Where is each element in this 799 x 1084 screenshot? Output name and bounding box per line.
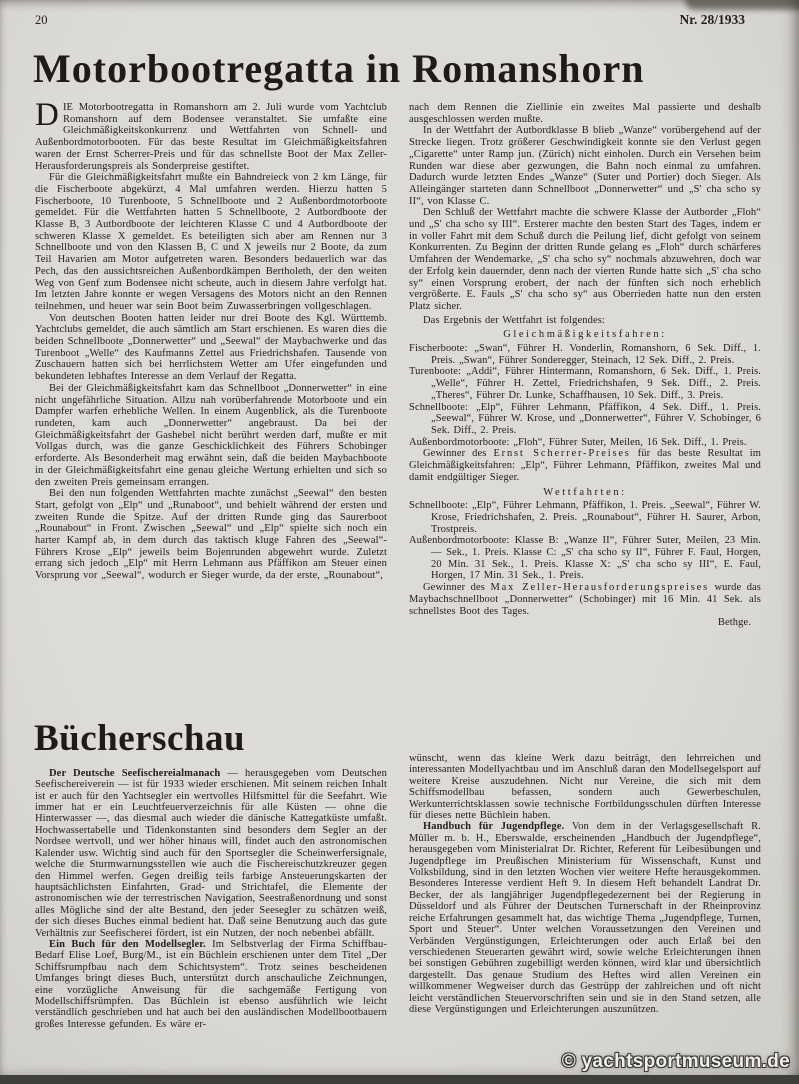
article-title: Motorbootregatta in Romanshorn — [33, 46, 645, 91]
article-columns — [35, 102, 761, 708]
issue-number: Nr. 28/1933 — [679, 12, 745, 27]
prize-name-spaced: Ernst Scherrer-Preises — [493, 448, 631, 460]
paragraph: Den Schluß der Wettfahrt machte die schwere Klasse der Autborder „Floh“ und „S' cha scho sy III“. Ersterer machte den besten Start des Tages, indem er in voller Fahrt mit dem Schuß durch die Peilung lief, dicht gefolgt von seinem Konkurrenten. Zu Beginn der dritten Runde gelang es „Floh“ durch schärferes Umfahren der Wendemarke, „S' cha scho sy“ nochmals abzuwehren, doch war der Erfolg kein dauernder, denn nach der vierten Runde hatte sich „S' cha scho sy“ einen Vorsprung erobert, der nach der fünften sich noch erheblich vergrößerte. E. Fauls „S' cha scho sy“ aus Oberrieden hatte nun den ersten Platz sicher. — [409, 207, 761, 312]
scan-bottom-edge — [0, 1075, 799, 1084]
result-item: Fischerboote: „Swan“, Führer H. Vonderlin, Romanshorn, 6 Sek. Diff., 1. Preis. „Swan“, Führer Sonderegger, Steinach, 12 Sek. Diff., 2. Preis. — [409, 343, 761, 366]
paragraph: Bei den nun folgenden Wettfahrten machte zunächst „Seewal“ den besten Start, gefolgt von „Elp“ und „Runaboot“, und behielt während der ersten und zweiten Runde die Spitze. Auf der dritten Runde ging das Saurerboot „Rounabout“ in Front. Zwischen „Seewal“ und „Elp“ spielte sich noch ein harter Kampf ab, in dem durch das taktisch kluge Fahren des „Seewal“-Führers Krose „Elp“ jeweils beim Bojenrunden abgewehrt wurde. Zuletzt errang sich jedoch „Elp“ mit Herrn Lehmann aus Pfäffikon am Steuer einen Vorsprung vor „Seewal“, wodurch er Sieger wurde, da der erste, „Rounabout“, — [35, 488, 387, 582]
paragraph — [409, 582, 761, 617]
article-column-left — [35, 102, 387, 708]
section-title: Bücherschau — [34, 718, 246, 759]
paragraph-text: Im Selbstverlag der Firma Schiffbau-Bedarf Elise Loef, Burg/M., ist ein Büchlein erschienen unter dem Titel „Der Schiffsrumpfbau nach dem Schichtsystem“. Trotz seines bescheidenen Umfanges bringt dieses Buch, unterstützt durch anschauliche Zeichnungen, eine vorzügliche Anweisung für die sachgemäße Fertigung von Modellschiffsrümpfen. Das Büchlein ist ebenso ausführlich wie leicht verständlich geschrieben und hat auch bei den ausländischen Modellbootbauern großes Interesse gefunden. Es wäre er- — [35, 938, 388, 1030]
paragraph: Von deutschen Booten hatten leider nur drei Boote des Kgl. Württemb. Yachtclubs gemeldet, die auch sämtlich am Start erschienen. Es waren dies die beiden Schnellboote „Donnerwetter“ und „Seewal“ der Maybachwerke und das Turenboot „Welle“ des Kaufmanns Zettel aus Friedrichshafen. Tausende von Zuschauern hatten sich bei herrlichstem Wetter am Ufer eingefunden und bekundeten lebhaftes Interesse an dem Verlauf der Regatta. — [35, 312, 387, 383]
buecherschau-column-left — [35, 720, 387, 1030]
prize-name-spaced: Max Zeller-Herausforderungspreises — [490, 582, 710, 594]
paragraph: nach dem Rennen die Ziellinie ein zweites Mal passierte und deshalb ausgeschlossen werden mußte. — [409, 102, 761, 125]
page-number: 20 — [35, 13, 48, 27]
drop-cap: D — [35, 102, 59, 133]
result-item: Außenbordmotorboote: Klasse B: „Wanze II“, Führer Suter, Meilen, 23 Min. — Sek., 1. Preis. Klasse C: „S' cha scho sy II“, Führer F. Faul, Horgen, 20 Min. 31 Sek., 1. Preis. Klasse X: „S' cha scho sy III“, E. Faul, Horgen, 17 Min. 31 Sek., 1. Preis. — [409, 535, 761, 582]
paragraph-text: Gewinner des — [423, 448, 494, 460]
book-review — [35, 939, 387, 1030]
buecherschau-section — [35, 720, 761, 1030]
paragraph: Das Ergebnis der Wettfahrt ist folgendes: — [423, 314, 605, 326]
paragraph: In der Wettfahrt der Autbordklasse B blieb „Wanze“ vorübergehend auf der Strecke liegen. Trotz größerer Geschwindigkeit konnte sie den Verlust gegen „Cigarette“ unter Ramp jun. (Zürich) nicht einholen. Durch ein Versehen beim Runden war diese aber gezwungen, die Bahn noch einmal zu umfahren. Dadurch wurde letzten Endes „Wanze“ (Suter und Portier) doch Sieger. Als Alleingänger starteten dann Schnellboot „Donnerwetter“ und „S' cha scho sy II“, von Klasse C. — [409, 125, 761, 207]
scan-corner-artifact — [685, 0, 799, 10]
results-heading-gleichmaessigkeitsfahren: Gleichmäßigkeitsfahren: — [503, 329, 667, 341]
paragraph-text: IE Motorbootregatta in Romanshorn am 2. Juli wurde vom Yachtclub Romanshorn auf dem Bodensee veranstaltet. Sie umfaßte eine Gleichmäßigkeitskonkurrenz und Wettfahrten von Schnell- und Außenbordmotorbooten. Für das beste Resultat im Gleichmäßigkeitsfahren waren der Ernst Scherrer-Preis und für das schnellste Boot der Max Zeller-Herausforderungspreis als Sonderpreise gestiftet. — [35, 102, 387, 172]
results-heading-wettfahrten: Wettfahrten: — [543, 486, 627, 498]
book-title-lead: Handbuch für Jugendpflege. — [423, 821, 565, 833]
paragraph: Bei der Gleichmäßigkeitsfahrt kam das Schnellboot „Donnerwetter“ in eine nicht ungefährliche Situation. Allzu nah vorüberfahrende Motorboote und ein Dampfer warfen erhebliche Wellen. In einem Augenblick, als die Turenboote rundeten, kam auch „Donnerwetter“ angebraust. Da bei der Gleichmäßigkeitsfahrt der Gashebel nicht berührt werden darf, mußte er mit Vollgas durch, was die ganze Geschicklichkeit des Führers Schobinger erforderte. Als Besonderheit mag erwähnt sein, daß die beiden Maybachboote in der Gleichmäßigkeitsfahrt eine genau gleiche Wertung erhielten und sich so den zweiten Preis gemeinsam errangen. — [35, 382, 387, 488]
byline: Bethge. — [717, 617, 751, 629]
book-title-lead: Der Deutsche Seefischereialmanach — [49, 767, 221, 779]
article-column-right — [409, 102, 761, 708]
paragraph — [35, 102, 387, 172]
paragraph-text: Von dem in der Verlagsgesellschaft R. Müller m. b. H., Eberswalde, erscheinenden „Handbuch der Jugendpflege“, herausgegeben vom Ministerialrat Dr. Richter, Referent für Leibesübungen und Jugendpflege im Preußischen Ministerium für Wissenschaft, Kunst und Volksbildung, sind in den letzten Wochen vier weitere Hefte herausgekommen. Besonderes Interesse verdient Heft 9. In diesem Heft behandelt Landrat Dr. Becker, der als langjähriger Jugendpflegedezernent bei der Regierung in Düsseldorf und als Führer der Deutschen Turnerschaft in der Rheinprovinz reiche Erfahrungen gesammelt hat, das wichtige Thema „Jugendpflege, Turnen, Sport und Steuer“. Unter welchen Voraussetzungen den Vereinen und Verbänden Vergünstigungen, Erleichterungen oder auch Erlaß bei den verschiedenen Steuerarten gewährt wird, sowie welche Erleichterungen ihnen bei sonstigen Gebühren zugebilligt werden können, wird klar und übersichtlich dargestellt. Das genaue Studium des Heftes wird allen Vereinen ein willkommener Wegweiser durch das Gestrüpp der zahlreichen und oft nicht leicht verständlichen Steuervorschriften sein und sie in den Stand setzen, alle diese Vergünstigungen und Erleichterungen auszunützen. — [409, 821, 762, 1015]
buecherschau-column-right — [409, 720, 761, 1030]
book-review — [35, 768, 387, 939]
result-item: Außenbordmotorboote: „Floh“, Führer Suter, Meilen, 16 Sek. Diff., 1. Preis. — [409, 436, 747, 448]
result-item: Schnellboote: „Elp“, Führer Lehmann, Pfäffikon, 4 Sek. Diff., 1. Preis. „Seewal“, Führer W. Krose, und „Donnerwetter“, Führer V. Schobinger, 6 Sek. Diff., 2. Preis. — [409, 401, 761, 436]
book-title-lead: Ein Buch für den Modellsegler. — [49, 938, 206, 950]
page-header — [35, 12, 761, 28]
paragraph-text: — herausgegeben vom Deutschen Seefischereiverein — ist für 1933 wieder erschienen. Mit seinem reichen Inhalt ist er auch für den Yachtsegler ein wertvolles Hilfsmittel für die Seefahrt. Wie immer hat er ein Leuchtfeuerverzeichnis für alle Küsten — ohne die Hinterwasser —, das diesmal auch wieder die dänische Kattegatküste umfaßt. Hochwassertabelle und Tidenkonstanten sind besonders dem Segler an der Nordsee wertvoll, und wer höher hinaus will, findet auch den astronomischen Kalender usw. Wichtig sind auch für den Sportsegler die Scheinwerfersignale, welche die Sturmwarnungsstellen wie auch die Fischereischutzkreuzer gegen den Himmel werfen. Gegen dreißig teils farbige Ansteuerungskarten der hauptsächlichsten Einfahrten, Grad- und Strichtafel, die Elemente der astronomischen wie der terrestrischen Navigation, Seestraßenordnung und sonst alles Mögliche sind der alte Bestand, den jeder Seesegler zu schätzen weiß, der sich dieses Buches einmal bedient hat. Daß seine Benutzung auch das gute Verhältnis zur Seefischerei fördert, ist ein Nutzen, der noch nebenbei abfällt. — [35, 767, 387, 939]
result-item: Turenboote: „Addi“, Führer Hintermann, Romanshorn, 6 Sek. Diff., 1. Preis. „Welle“, Führer H. Zettel, Friedrichshafen, 9 Sek. Diff., 2. Preis. „Theres“, Führer Dr. Lunke, Schaffhausen, 10 Sek. Diff., 3. Preis. — [409, 366, 761, 401]
paragraph-text: wurde das Maybachschnellboot „Donnerwetter“ (Schobinger) mit 16 Min. 41 Sek. als schnellstes Boot des Tages. — [409, 582, 761, 617]
paragraph-text: für das beste Resultat im Gleichmäßigkeitsfahren: „Elp“, Führer Lehmann, Pfäffikon, zweites Mal und damit endgültiger Sieger. — [409, 448, 761, 483]
book-review: wünscht, wenn das kleine Werk dazu beiträgt, den lehrreichen und interessanten Modellyachtbau und im Anschluß daran den Modellsegelsport auf weitere Kreise auszudehnen. Nicht nur Vereine, die sich mit dem Schiffsmodellbau befassen, sondern auch Gewerbeschulen, Werkunterrichtsklassen sowie technische Fortbildungsschulen dürften Interesse für dieses nette Büchlein haben. — [409, 753, 761, 822]
page-content — [35, 12, 761, 1030]
watermark: © yachtsportmuseum.de — [561, 1051, 790, 1072]
result-item: Schnellboote: „Elp“, Führer Lehmann, Pfäffikon, 1. Preis. „Seewal“, Führer W. Krose, Friedrichshafen, 2. Preis. „Rounabout“, Führer H. Saurer, Arbon, Trostpreis. — [409, 500, 761, 535]
paragraph-text: Gewinner des — [423, 582, 491, 594]
paragraph — [409, 448, 761, 483]
paragraph: Für die Gleichmäßigkeitsfahrt mußte ein Bahndreieck von 2 km Länge, für die Fischerboote abgekürzt, 4 Mal umfahren werden. Hierzu hatten 5 Fischerboote, 10 Turenboote, 5 Schnellboote und 2 Außenbordmotorboote gemeldet. Für die Wettfahrten hatten 5 Schnellboote, 2 Autbordboote der Klasse B, 3 Autbordboote der leichteren Klasse C und 4 Autbordboote der schweren Klasse X gemeldet. Es beteiligten sich aber am Rennen nur 3 Schnellboote und von den Klassen B, C und X jeweils nur 2 Boote, da zum Teil Havarien am Motor aufgetreten waren. Besonders bedauerlich war das Pech, das den aussichtsreichen Außenbordkämpen Bertholeth, der den weiten Weg von Genf zum Bodensee nicht scheute, auch in diesem Jahre verfolgt hat. Im letzten Jahre konnte er wegen Versagens des Motors nicht an den Rennen teilnehmen, und heuer war sein Boot beim Zuwasserbringen vollgeschlagen. — [35, 172, 387, 312]
book-review — [409, 821, 761, 1015]
